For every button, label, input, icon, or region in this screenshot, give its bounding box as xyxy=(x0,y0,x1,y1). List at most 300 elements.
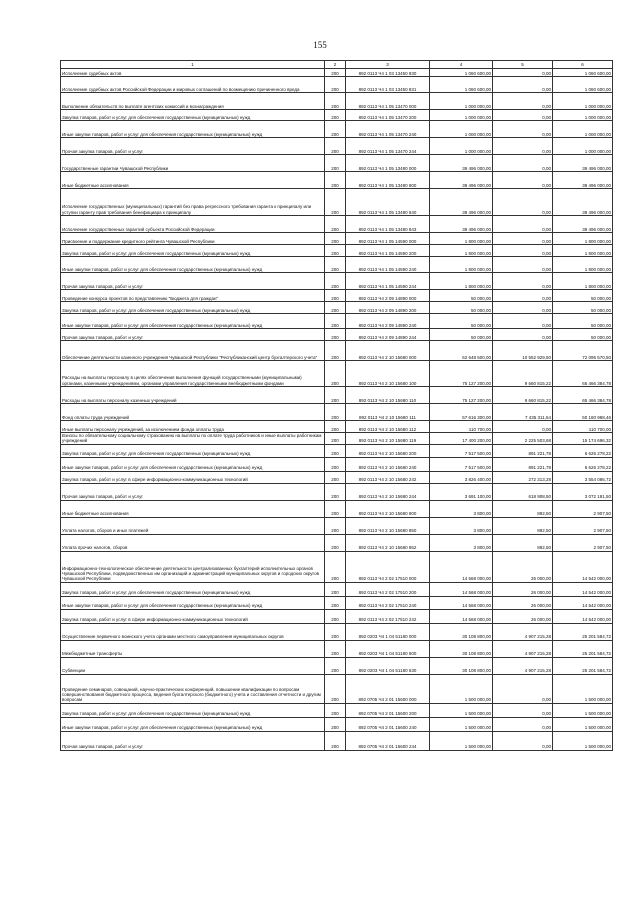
row-line-code: 200 xyxy=(325,216,346,233)
table-row xyxy=(61,457,613,471)
row-remaining-amount: 14 542 000,00 xyxy=(553,596,613,609)
row-line-code: 200 xyxy=(325,189,346,216)
row-budget-code: 892 0113 Ч4 1 05 13480 800 xyxy=(346,172,430,189)
row-remaining-amount: 1 500 000,00 xyxy=(553,717,613,731)
row-line-code: 200 xyxy=(325,257,346,273)
row-executed-amount: 2 225 503,68 xyxy=(493,433,553,445)
row-approved-amount: 30 108 800,00 xyxy=(430,623,493,640)
row-line-code: 200 xyxy=(325,596,346,609)
table-row xyxy=(61,69,613,77)
row-remaining-amount: 110 700,00 xyxy=(553,421,613,433)
row-approved-amount: 14 568 000,00 xyxy=(430,609,493,623)
row-description: Иные бюджетные ассигнования xyxy=(61,500,325,517)
row-remaining-amount: 6 626 278,22 xyxy=(553,444,613,457)
row-remaining-amount: 1 000 000,00 xyxy=(553,110,613,121)
row-remaining-amount: 25 201 584,72 xyxy=(553,640,613,657)
row-description: Уплата налогов, сборов и иных платежей xyxy=(61,517,325,534)
table-row xyxy=(61,421,613,433)
row-remaining-amount: 3 072 191,50 xyxy=(553,483,613,500)
row-remaining-amount: 2 907,50 xyxy=(553,517,613,534)
table-row xyxy=(61,189,613,216)
row-executed-amount: 0,00 xyxy=(493,674,553,703)
row-executed-amount: 0,00 xyxy=(493,257,553,273)
row-approved-amount: 1 500 000,00 xyxy=(430,703,493,717)
row-line-code: 200 xyxy=(325,421,346,433)
row-remaining-amount: 15 174 696,32 xyxy=(553,433,613,445)
table-row xyxy=(61,233,613,245)
row-description: Закупка товаров, работ и услуг в сфере информационно-коммуникационных технологий xyxy=(61,471,325,483)
table-row xyxy=(61,290,613,302)
column-header: 4 xyxy=(430,61,493,69)
row-executed-amount: 891 221,78 xyxy=(493,444,553,457)
row-budget-code: 892 0113 Ч4 2 02 17510 242 xyxy=(346,609,430,623)
table-row xyxy=(61,534,613,551)
row-executed-amount: 0,00 xyxy=(493,172,553,189)
row-remaining-amount: 1 060 600,00 xyxy=(553,69,613,77)
row-approved-amount: 39 496 000,00 xyxy=(430,172,493,189)
row-line-code: 200 xyxy=(325,703,346,717)
row-remaining-amount: 72 095 570,50 xyxy=(553,341,613,361)
table-row xyxy=(61,717,613,731)
row-budget-code: 892 0113 Ч4 1 05 14590 200 xyxy=(346,245,430,257)
table-row xyxy=(61,582,613,596)
row-executed-amount: 0,00 xyxy=(493,110,553,121)
row-line-code: 200 xyxy=(325,471,346,483)
row-approved-amount: 1 800 000,00 xyxy=(430,245,493,257)
row-line-code: 200 xyxy=(325,233,346,245)
row-executed-amount: 0,00 xyxy=(493,290,553,302)
row-executed-amount: 0,00 xyxy=(493,245,553,257)
row-executed-amount: 0,00 xyxy=(493,273,553,290)
table-row xyxy=(61,155,613,172)
row-remaining-amount: 3 554 086,72 xyxy=(553,471,613,483)
table-row xyxy=(61,500,613,517)
row-executed-amount: 26 000,00 xyxy=(493,582,553,596)
row-budget-code: 892 0705 Ч4 2 01 15600 200 xyxy=(346,703,430,717)
table-row xyxy=(61,483,613,500)
row-executed-amount: 0,00 xyxy=(493,155,553,172)
row-approved-amount: 75 127 200,00 xyxy=(430,361,493,387)
row-approved-amount: 1 000 000,00 xyxy=(430,138,493,155)
row-approved-amount: 30 108 800,00 xyxy=(430,640,493,657)
row-executed-amount: 0,00 xyxy=(493,189,553,216)
row-description: Расходы на выплаты персоналу в целях обеспечения выполнения функций государственными (муниципальными) органами, казенными учреждениями, органами управления государственными внебюджетными фондами xyxy=(61,361,325,387)
row-budget-code: 892 0203 Ч4 1 04 51180 000 xyxy=(346,623,430,640)
row-description: Осуществление первичного воинского учета органами местного самоуправления муниципальных округов xyxy=(61,623,325,640)
row-line-code: 200 xyxy=(325,404,346,421)
table-row xyxy=(61,361,613,387)
table-row xyxy=(61,404,613,421)
row-approved-amount: 30 108 800,00 xyxy=(430,657,493,674)
table-row xyxy=(61,110,613,121)
row-executed-amount: 10 552 929,50 xyxy=(493,341,553,361)
row-description: Закупка товаров, работ и услуг для обеспечения государственных (муниципальных) нужд xyxy=(61,302,325,314)
row-line-code: 200 xyxy=(325,433,346,445)
row-remaining-amount: 39 496 000,00 xyxy=(553,189,613,216)
row-approved-amount: 14 568 000,00 xyxy=(430,582,493,596)
row-approved-amount: 17 400 200,00 xyxy=(430,433,493,445)
row-line-code: 200 xyxy=(325,534,346,551)
row-budget-code: 892 0113 Ч4 2 10 15680 200 xyxy=(346,444,430,457)
row-line-code: 200 xyxy=(325,273,346,290)
row-executed-amount: 0,00 xyxy=(493,93,553,110)
column-number-row xyxy=(61,61,613,69)
row-approved-amount: 1 800 000,00 xyxy=(430,257,493,273)
row-budget-code: 892 0705 Ч4 2 01 15600 000 xyxy=(346,674,430,703)
row-approved-amount: 50 000,00 xyxy=(430,314,493,329)
table-row xyxy=(61,257,613,273)
row-remaining-amount: 1 500 000,00 xyxy=(553,731,613,750)
row-budget-code: 892 0113 Ч4 2 10 15680 800 xyxy=(346,500,430,517)
row-remaining-amount: 39 496 000,00 xyxy=(553,172,613,189)
row-line-code: 200 xyxy=(325,341,346,361)
row-budget-code: 892 0705 Ч4 2 01 15600 240 xyxy=(346,717,430,731)
row-budget-code: 892 0113 Ч4 2 10 15680 119 xyxy=(346,433,430,445)
row-budget-code: 892 0113 Ч4 2 10 15680 112 xyxy=(346,421,430,433)
row-budget-code: 892 0203 Ч4 1 04 51180 530 xyxy=(346,657,430,674)
row-budget-code: 892 0113 Ч4 1 05 13470 240 xyxy=(346,121,430,138)
row-approved-amount: 50 000,00 xyxy=(430,290,493,302)
row-line-code: 200 xyxy=(325,361,346,387)
column-header: 2 xyxy=(325,61,346,69)
table-row xyxy=(61,640,613,657)
row-line-code: 200 xyxy=(325,69,346,77)
row-line-code: 200 xyxy=(325,93,346,110)
row-line-code: 200 xyxy=(325,387,346,404)
row-executed-amount: 7 435 311,54 xyxy=(493,404,553,421)
row-remaining-amount: 1 500 000,00 xyxy=(553,674,613,703)
row-budget-code: 892 0113 Ч4 2 09 14890 240 xyxy=(346,314,430,329)
row-description: Проведение конкурса проектов по представлению "Бюджета для граждан" xyxy=(61,290,325,302)
row-executed-amount: 0,00 xyxy=(493,703,553,717)
row-line-code: 200 xyxy=(325,110,346,121)
row-remaining-amount: 14 542 000,00 xyxy=(553,582,613,596)
row-description: Выполнение обязательств по выплате агентских комиссий и вознаграждения xyxy=(61,93,325,110)
row-line-code: 200 xyxy=(325,717,346,731)
row-line-code: 200 xyxy=(325,290,346,302)
row-executed-amount: 26 000,00 xyxy=(493,609,553,623)
row-budget-code: 892 0113 Ч4 2 10 15680 100 xyxy=(346,361,430,387)
row-description: Закупка товаров, работ и услуг для обеспечения государственных (муниципальных) нужд xyxy=(61,245,325,257)
row-remaining-amount: 1 000 000,00 xyxy=(553,121,613,138)
row-line-code: 200 xyxy=(325,640,346,657)
row-description: Исполнение судебных актов xyxy=(61,69,325,77)
table-row xyxy=(61,657,613,674)
row-remaining-amount: 1 800 000,00 xyxy=(553,273,613,290)
row-budget-code: 892 0113 Ч4 1 05 13480 840 xyxy=(346,189,430,216)
table-row xyxy=(61,387,613,404)
row-approved-amount: 1 500 000,00 xyxy=(430,674,493,703)
row-budget-code: 892 0113 Ч4 1 03 13450 830 xyxy=(346,69,430,77)
row-budget-code: 892 0113 Ч4 2 10 15680 110 xyxy=(346,387,430,404)
row-line-code: 200 xyxy=(325,329,346,341)
table-row xyxy=(61,444,613,457)
row-budget-code: 892 0203 Ч4 1 04 51180 500 xyxy=(346,640,430,657)
row-description: Расходы на выплаты персоналу казенных учреждений xyxy=(61,387,325,404)
row-budget-code: 892 0113 Ч4 2 10 15680 852 xyxy=(346,534,430,551)
row-description: Закупка товаров, работ и услуг для обеспечения государственных (муниципальных) нужд xyxy=(61,444,325,457)
budget-table xyxy=(60,60,613,751)
table-row xyxy=(61,314,613,329)
row-budget-code: 892 0113 Ч4 2 10 15680 240 xyxy=(346,457,430,471)
row-approved-amount: 3 826 400,00 xyxy=(430,471,493,483)
row-approved-amount: 1 800 000,00 xyxy=(430,233,493,245)
row-approved-amount: 1 000 000,00 xyxy=(430,93,493,110)
table-row xyxy=(61,623,613,640)
row-description: Государственные гарантии Чувашской Республики xyxy=(61,155,325,172)
row-approved-amount: 110 700,00 xyxy=(430,421,493,433)
row-budget-code: 892 0113 Ч4 1 05 13480 000 xyxy=(346,155,430,172)
row-executed-amount: 26 000,00 xyxy=(493,596,553,609)
row-remaining-amount: 2 907,50 xyxy=(553,534,613,551)
table-row xyxy=(61,138,613,155)
row-approved-amount: 7 517 500,00 xyxy=(430,457,493,471)
row-approved-amount: 50 000,00 xyxy=(430,329,493,341)
row-budget-code: 892 0113 Ч4 2 10 15680 000 xyxy=(346,341,430,361)
row-approved-amount: 7 517 500,00 xyxy=(430,444,493,457)
column-header: 1 xyxy=(61,61,325,69)
row-line-code: 200 xyxy=(325,155,346,172)
row-approved-amount: 1 800 000,00 xyxy=(430,273,493,290)
row-budget-code: 892 0113 Ч4 2 02 17510 200 xyxy=(346,582,430,596)
row-description: Прочая закупка товаров, работ и услуг xyxy=(61,329,325,341)
row-description: Исполнение судебных актов Российской Федерации и мировых соглашений по возмещению причиненного вреда xyxy=(61,77,325,93)
column-header: 5 xyxy=(493,61,553,69)
row-description: Закупка товаров, работ и услуг для обеспечения государственных (муниципальных) нужд xyxy=(61,582,325,596)
row-approved-amount: 50 000,00 xyxy=(430,302,493,314)
row-line-code: 200 xyxy=(325,674,346,703)
row-budget-code: 892 0113 Ч4 2 09 14890 200 xyxy=(346,302,430,314)
row-line-code: 200 xyxy=(325,500,346,517)
row-executed-amount: 892,50 xyxy=(493,517,553,534)
row-remaining-amount: 1 800 000,00 xyxy=(553,233,613,245)
row-approved-amount: 3 800,00 xyxy=(430,534,493,551)
row-description: Прочая закупка товаров, работ и услуг xyxy=(61,138,325,155)
row-line-code: 200 xyxy=(325,609,346,623)
row-executed-amount: 0,00 xyxy=(493,717,553,731)
row-description: Прочая закупка товаров, работ и услуг xyxy=(61,483,325,500)
table-row xyxy=(61,551,613,582)
row-description: Субвенции xyxy=(61,657,325,674)
table-row xyxy=(61,216,613,233)
row-executed-amount: 618 908,50 xyxy=(493,483,553,500)
row-approved-amount: 39 496 000,00 xyxy=(430,155,493,172)
row-executed-amount: 0,00 xyxy=(493,216,553,233)
row-description: Иные закупки товаров, работ и услуг для обеспечения государственных (муниципальных) нужд xyxy=(61,121,325,138)
row-executed-amount: 0,00 xyxy=(493,121,553,138)
row-budget-code: 892 0113 Ч4 1 05 13470 000 xyxy=(346,93,430,110)
column-header: 6 xyxy=(553,61,613,69)
row-approved-amount: 1 060 600,00 xyxy=(430,69,493,77)
table-row xyxy=(61,341,613,361)
row-approved-amount: 57 616 300,00 xyxy=(430,404,493,421)
row-line-code: 200 xyxy=(325,731,346,750)
row-description: Закупка товаров, работ и услуг для обеспечения государственных (муниципальных) нужд xyxy=(61,703,325,717)
row-description: Обеспечение деятельности казенного учреждения Чувашской Республики "Республиканский центр бухгалтерского учета" xyxy=(61,341,325,361)
row-description: Закупка товаров, работ и услуг в сфере информационно-коммуникационных технологий xyxy=(61,609,325,623)
row-executed-amount: 9 660 815,22 xyxy=(493,361,553,387)
row-description: Иные закупки товаров, работ и услуг для обеспечения государственных (муниципальных) нужд xyxy=(61,257,325,273)
row-line-code: 200 xyxy=(325,314,346,329)
row-budget-code: 892 0113 Ч4 1 05 13470 200 xyxy=(346,110,430,121)
row-approved-amount: 14 568 000,00 xyxy=(430,551,493,582)
row-line-code: 200 xyxy=(325,121,346,138)
row-approved-amount: 14 568 000,00 xyxy=(430,596,493,609)
table-row xyxy=(61,329,613,341)
row-executed-amount: 892,50 xyxy=(493,534,553,551)
row-budget-code: 892 0113 Ч4 1 05 13480 843 xyxy=(346,216,430,233)
row-executed-amount: 0,00 xyxy=(493,77,553,93)
table-row xyxy=(61,245,613,257)
row-executed-amount: 0,00 xyxy=(493,421,553,433)
row-description: Присвоение и поддержание кредитного рейтинга Чувашской Республики xyxy=(61,233,325,245)
table-row xyxy=(61,93,613,110)
row-description: Иные бюджетные ассигнования xyxy=(61,172,325,189)
row-remaining-amount: 25 201 584,72 xyxy=(553,657,613,674)
row-description: Взносы по обязательному социальному страхованию на выплаты по оплате труда работников и иные выплаты работникам учреждений xyxy=(61,433,325,445)
row-budget-code: 892 0113 Ч4 2 10 15680 242 xyxy=(346,471,430,483)
table-row xyxy=(61,471,613,483)
row-line-code: 200 xyxy=(325,77,346,93)
table-row xyxy=(61,273,613,290)
row-description: Иные закупки товаров, работ и услуг для обеспечения государственных (муниципальных) нужд xyxy=(61,314,325,329)
row-line-code: 200 xyxy=(325,172,346,189)
table-row xyxy=(61,731,613,750)
row-description: Информационно-технологическое обеспечение деятельности централизованных бухгалтерий исполнительных органов Чувашской Республики, подведомственных им организаций и администраций муниципальных округов и городских округов Чувашской Республики xyxy=(61,551,325,582)
row-budget-code: 892 0705 Ч4 2 01 15600 244 xyxy=(346,731,430,750)
row-remaining-amount: 1 000 000,00 xyxy=(553,138,613,155)
row-remaining-amount: 2 907,50 xyxy=(553,500,613,517)
row-description: Иные закупки товаров, работ и услуг для обеспечения государственных (муниципальных) нужд xyxy=(61,717,325,731)
row-budget-code: 892 0113 Ч4 1 03 13450 831 xyxy=(346,77,430,93)
row-budget-code: 892 0113 Ч4 2 09 14890 000 xyxy=(346,290,430,302)
row-budget-code: 892 0113 Ч4 1 05 14590 240 xyxy=(346,257,430,273)
row-line-code: 200 xyxy=(325,444,346,457)
row-line-code: 200 xyxy=(325,457,346,471)
row-remaining-amount: 65 466 384,78 xyxy=(553,361,613,387)
row-description: Закупка товаров, работ и услуг для обеспечения государственных (муниципальных) нужд xyxy=(61,110,325,121)
row-description: Иные выплаты персоналу учреждений, за исключением фонда оплаты труда xyxy=(61,421,325,433)
row-remaining-amount: 6 626 278,22 xyxy=(553,457,613,471)
table-row xyxy=(61,121,613,138)
row-remaining-amount: 50 180 988,46 xyxy=(553,404,613,421)
row-remaining-amount: 39 496 000,00 xyxy=(553,216,613,233)
row-remaining-amount: 1 800 000,00 xyxy=(553,257,613,273)
row-description: Проведение семинаров, совещаний, научно-практических конференций, повышение квалификации по вопросам совершенствования бюджетного процесса, ведения бухгалтерского (бюджетного) учета и составления отчетности и другим вопросам xyxy=(61,674,325,703)
row-executed-amount: 0,00 xyxy=(493,314,553,329)
table-row xyxy=(61,172,613,189)
row-description: Иные закупки товаров, работ и услуг для обеспечения государственных (муниципальных) нужд xyxy=(61,596,325,609)
table-row xyxy=(61,609,613,623)
column-header: 3 xyxy=(346,61,430,69)
row-remaining-amount: 14 542 000,00 xyxy=(553,609,613,623)
row-description: Прочая закупка товаров, работ и услуг xyxy=(61,731,325,750)
row-executed-amount: 0,00 xyxy=(493,302,553,314)
row-approved-amount: 62 648 500,00 xyxy=(430,341,493,361)
row-remaining-amount: 14 542 000,00 xyxy=(553,551,613,582)
row-remaining-amount: 25 201 584,72 xyxy=(553,623,613,640)
row-approved-amount: 75 127 200,00 xyxy=(430,387,493,404)
row-approved-amount: 1 500 000,00 xyxy=(430,731,493,750)
row-line-code: 200 xyxy=(325,245,346,257)
row-budget-code: 892 0113 Ч4 2 02 17510 000 xyxy=(346,551,430,582)
row-line-code: 200 xyxy=(325,623,346,640)
row-approved-amount: 3 800,00 xyxy=(430,500,493,517)
table-row xyxy=(61,433,613,445)
row-budget-code: 892 0113 Ч4 1 05 14590 000 xyxy=(346,233,430,245)
page-number: 155 xyxy=(313,40,327,50)
row-executed-amount: 272 313,28 xyxy=(493,471,553,483)
row-approved-amount: 39 496 000,00 xyxy=(430,189,493,216)
row-executed-amount: 0,00 xyxy=(493,138,553,155)
row-approved-amount: 39 496 000,00 xyxy=(430,216,493,233)
row-approved-amount: 1 500 000,00 xyxy=(430,717,493,731)
row-description: Уплата прочих налогов, сборов xyxy=(61,534,325,551)
row-remaining-amount: 1 060 600,00 xyxy=(553,77,613,93)
row-approved-amount: 3 800,00 xyxy=(430,517,493,534)
row-description: Иные закупки товаров, работ и услуг для обеспечения государственных (муниципальных) нужд xyxy=(61,457,325,471)
row-remaining-amount: 1 800 000,00 xyxy=(553,245,613,257)
row-line-code: 200 xyxy=(325,483,346,500)
row-budget-code: 892 0113 Ч4 2 10 15680 244 xyxy=(346,483,430,500)
row-line-code: 200 xyxy=(325,138,346,155)
row-remaining-amount: 50 000,00 xyxy=(553,329,613,341)
row-budget-code: 892 0113 Ч4 1 05 13470 244 xyxy=(346,138,430,155)
row-executed-amount: 891 221,78 xyxy=(493,457,553,471)
row-budget-code: 892 0113 Ч4 1 05 14590 244 xyxy=(346,273,430,290)
row-description: Исполнение государственных гарантий субъекта Российской Федерации xyxy=(61,216,325,233)
row-budget-code: 892 0113 Ч4 2 10 15680 850 xyxy=(346,517,430,534)
table-row xyxy=(61,596,613,609)
table-row xyxy=(61,517,613,534)
row-budget-code: 892 0113 Ч4 2 10 15680 111 xyxy=(346,404,430,421)
row-executed-amount: 9 660 815,22 xyxy=(493,387,553,404)
table-row xyxy=(61,77,613,93)
row-executed-amount: 0,00 xyxy=(493,69,553,77)
row-executed-amount: 0,00 xyxy=(493,329,553,341)
row-description: Прочая закупка товаров, работ и услуг xyxy=(61,273,325,290)
table-row xyxy=(61,674,613,703)
row-executed-amount: 26 000,00 xyxy=(493,551,553,582)
row-executed-amount: 4 907 215,28 xyxy=(493,657,553,674)
table-row xyxy=(61,703,613,717)
row-remaining-amount: 50 000,00 xyxy=(553,314,613,329)
row-executed-amount: 0,00 xyxy=(493,233,553,245)
row-description: Исполнение государственных (муниципальных) гарантий без права регрессного требования гаранта к принципалу или уступки гаранту прав требования бенефициара к принципалу xyxy=(61,189,325,216)
row-executed-amount: 0,00 xyxy=(493,731,553,750)
row-line-code: 200 xyxy=(325,302,346,314)
row-line-code: 200 xyxy=(325,582,346,596)
row-budget-code: 892 0113 Ч4 2 09 14890 244 xyxy=(346,329,430,341)
row-remaining-amount: 65 466 384,78 xyxy=(553,387,613,404)
row-remaining-amount: 50 000,00 xyxy=(553,302,613,314)
row-line-code: 200 xyxy=(325,657,346,674)
row-approved-amount: 1 000 000,00 xyxy=(430,110,493,121)
row-line-code: 200 xyxy=(325,551,346,582)
row-line-code: 200 xyxy=(325,517,346,534)
row-executed-amount: 4 907 215,28 xyxy=(493,640,553,657)
row-executed-amount: 892,50 xyxy=(493,500,553,517)
row-remaining-amount: 1 500 000,00 xyxy=(553,703,613,717)
row-approved-amount: 1 000 000,00 xyxy=(430,121,493,138)
row-approved-amount: 1 060 600,00 xyxy=(430,77,493,93)
row-remaining-amount: 1 000 000,00 xyxy=(553,93,613,110)
row-description: Межбюджетные трансферты xyxy=(61,640,325,657)
row-description: Фонд оплаты труда учреждений xyxy=(61,404,325,421)
row-executed-amount: 4 907 215,28 xyxy=(493,623,553,640)
row-approved-amount: 3 691 100,00 xyxy=(430,483,493,500)
row-remaining-amount: 50 000,00 xyxy=(553,290,613,302)
